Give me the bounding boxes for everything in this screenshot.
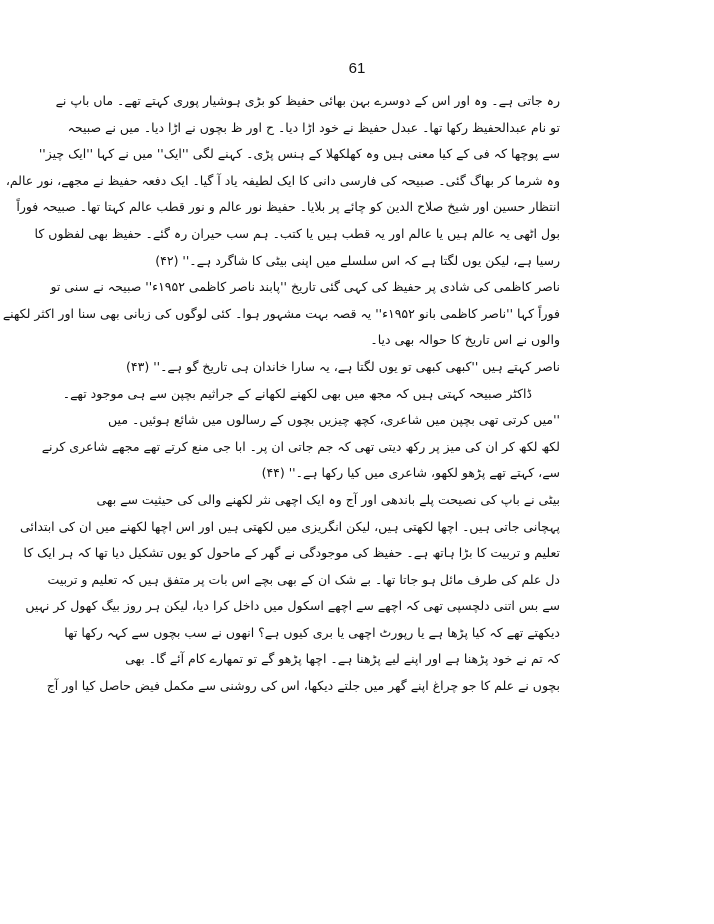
text-line: رہ جاتی ہے۔ وہ اور اس کے دوسرے بہن بھائی حفیظ کو بڑی ہوشیار پوری کہتے تھے۔ ماں باپ نے xyxy=(55,93,560,108)
text-line: دیکھتے تھے کہ کیا پڑھا ہے یا رپورٹ اچھی یا بری کیوں ہے؟ انھوں نے سب بچوں سے کہہ رکھا تھا xyxy=(64,624,560,640)
text-line: وہ شرما کر بھاگ گئی۔ صبیحہ کی فارسی دانی کا ایک لطیفہ یاد آ گیا۔ ایک دفعہ حفیظ نے مجھے، نور عالم، xyxy=(5,172,560,188)
text-line: پہچانی جاتی ہیں۔ اچھا لکھتی ہیں، لیکن انگریزی میں لکھتی ہیں اور اس اچھا لکھنے میں ان کی ابتدائی xyxy=(20,518,560,534)
text-line: کہ تم نے خود پڑھنا ہے اور اپنے لیے پڑھنا ہے۔ اچھا پڑھو گے تو تمھارے کام آئے گا۔ بھی xyxy=(125,651,560,667)
text-line: انتظار حسین اور شیخ صلاح الدین کو چائے پر بلایا۔ حفیظ نور عالم و نور قطب عالم کہتا تھا۔ صبیحہ فوراً xyxy=(16,199,560,215)
text-line: سے بس اتنی دلچسپی تھی کہ اچھے سے اچھے اسکول میں داخل کرا دیا، لیکن ہر روز بیگ کھول کر نہیں xyxy=(25,598,560,614)
text-line: تو نام عبدالحفیظ رکھا تھا۔ عبدل حفیظ نے خود اڑا دیا۔ ح اور ظ بچوں نے اڑا دیا۔ میں نے صبیحہ xyxy=(67,119,560,135)
text-line: سے، کہتے تھے پڑھو لکھو، شاعری میں کیا رکھا ہے۔'' (۴۴) xyxy=(261,465,560,481)
text-line: بچوں نے علم کا جو چراغ اپنے گھر میں جلتے دیکھا، اس کی روشنی سے مکمل فیض حاصل کیا اور آج xyxy=(46,678,560,694)
page-number: 61 xyxy=(348,60,366,77)
text-line: ناصر کاظمی کی شادی پر حفیظ کی کہی گئی تاریخ ''پابند ناصر کاظمی ۱۹۵۲ء'' صبیحہ نے سنی تو xyxy=(50,279,560,295)
text-line: بیٹی نے باپ کی نصیحت پلے باندھی اور آج وہ ایک اچھی نثر لکھنے والی کی حیثیت سے بھی xyxy=(96,491,560,507)
text-line: تعلیم و تربیت کا بڑا ہاتھ ہے۔ حفیظ کی موجودگی نے گھر کے ماحول کو یوں تشکیل دیا تھا کہ ہر ایک کا xyxy=(23,545,560,561)
text-line: سے پوچھا کہ فی کے کیا معنی ہیں وہ کھلکھلا کے ہنس پڑی۔ کہنے لگی ''ایک'' میں نے کہا ''ایک چیز'' xyxy=(38,146,560,162)
text-line: لکھ لکھ کر ان کی میز پر رکھ دیتی تھی کہ جم جاتی ان پر۔ ابا جی منع کرتے تھے مجھے شاعری کرنے xyxy=(41,438,560,454)
text-line: دل علم کی طرف مائل ہو جاتا تھا۔ بے شک ان کے بھی بچے اس بات پر متفق ہیں کہ تعلیم و تربیت xyxy=(47,571,560,587)
text-line: ناصر کہتے ہیں ''کبھی کبھی تو یوں لگتا ہے، یہ سارا خاندان ہی تاریخ گو ہے۔'' (۴۳) xyxy=(126,358,560,374)
text-line: رسیا ہے، لیکن یوں لگتا ہے کہ اس سلسلے میں اپنی بیٹی کا شاگرد ہے۔'' (۴۲) xyxy=(155,252,560,268)
text-line: فوراً کہا ''ناصر کاظمی بانو ۱۹۵۲ء'' یہ قصہ بہت مشہور ہوا۔ کئی لوگوں کی زبانی بھی سنا اور اکثر لکھنے xyxy=(2,305,560,321)
urdu-text-body xyxy=(2,88,560,700)
text-line: بول اٹھی یہ عالم ہیں یا عالم اور یہ قطب ہیں یا کتب۔ ہم سب حیران رہ گئے۔ حفیظ بھی لفظوں کا xyxy=(34,225,560,241)
text-line: ''میں کرتی تھی بچپن میں شاعری، کچھ چیزیں بچوں کے رسالوں میں شائع ہوئیں۔ میں xyxy=(108,412,560,428)
text-line: والوں نے اس تاریخ کا حوالہ بھی دیا۔ xyxy=(370,332,560,348)
text-line: ڈاکٹر صبیحہ کہتی ہیں کہ مجھ میں بھی لکھنے لکھانے کے جراثیم بچپن سے ہی موجود تھے۔ xyxy=(62,385,532,401)
